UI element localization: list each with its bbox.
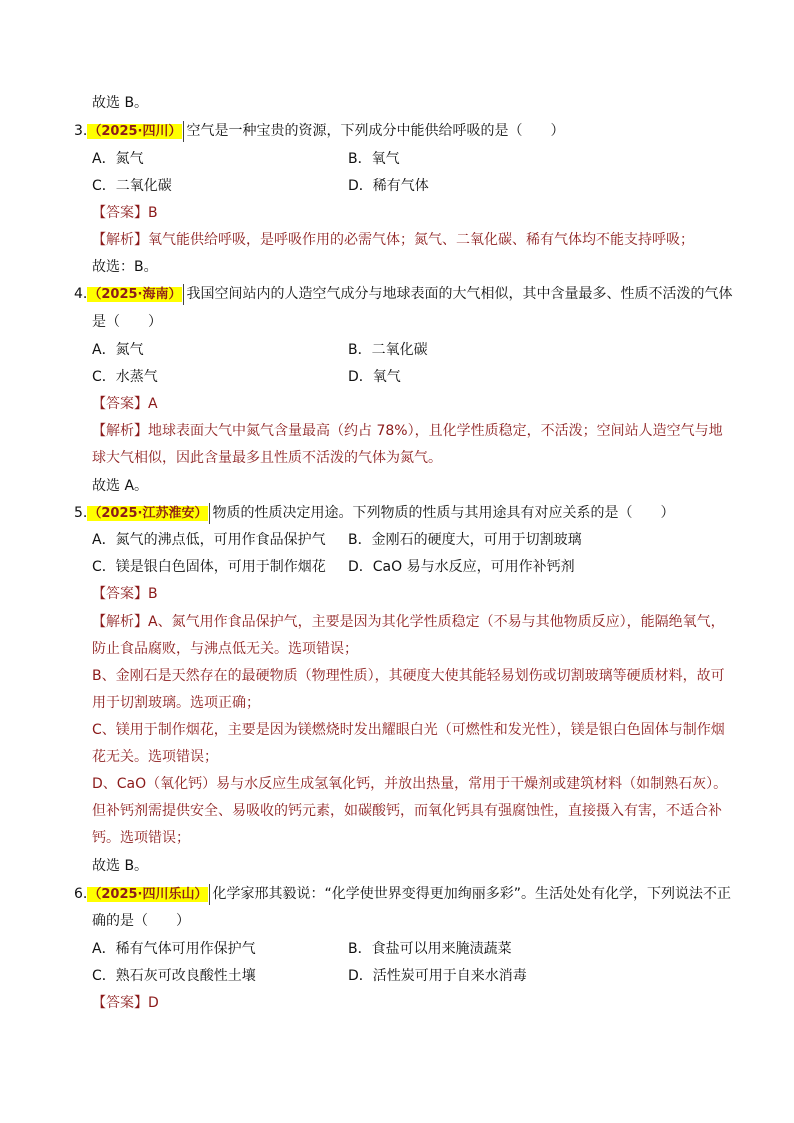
question-4-stem bbox=[74, 284, 732, 305]
question-text: 化学家邢其毅说：“化学使世界变得更加绚丽多彩”。生活处处有化学，下列说法不正 bbox=[212, 886, 731, 902]
question-text: 物质的性质决定用途。下列物质的性质与其用途具有对应关系的是（ ） bbox=[212, 505, 675, 521]
option-b: B．食盐可以用来腌渍蔬菜 bbox=[348, 941, 512, 957]
question-6-stem bbox=[74, 884, 731, 905]
q2-conclusion: 故选 B。 bbox=[92, 95, 149, 111]
analysis-line: D、CaO（氧化钙）易与水反应生成氢氧化钙，并放出热量，常用于干燥剂或建筑材料（如制熟石灰）。 bbox=[92, 776, 728, 792]
question-number: 3. bbox=[74, 123, 88, 139]
question-number: 5. bbox=[74, 505, 88, 521]
analysis-line: 花无关。选项错误； bbox=[92, 749, 218, 765]
question-3-stem bbox=[74, 121, 564, 142]
option-d: D．稀有气体 bbox=[348, 178, 429, 194]
question-number: 4. bbox=[74, 286, 88, 302]
option-b: B．氧气 bbox=[348, 151, 400, 167]
option-c: C．熟石灰可改良酸性土壤 bbox=[92, 968, 256, 984]
analysis-line: 但补钙剂需提供安全、易吸收的钙元素，如碳酸钙，而氧化钙具有强腐蚀性，直接摄入有害，不适合补 bbox=[92, 803, 722, 819]
question-text: 空气是一种宝贵的资源，下列成分中能供给呼吸的是（ ） bbox=[186, 123, 565, 139]
source-tag: （2025·四川） bbox=[88, 124, 182, 139]
option-d: D．氧气 bbox=[348, 369, 401, 385]
option-c: C．镁是银白色固体，可用于制作烟花 bbox=[92, 559, 326, 575]
analysis-line: 防止食品腐败，与沸点低无关。选项错误； bbox=[92, 641, 358, 657]
analysis-line: 钙。选项错误； bbox=[92, 830, 190, 846]
analysis-line: 球大气相似，因此含量最多且性质不活泼的气体为氮气。 bbox=[92, 450, 442, 466]
analysis-line: 【解析】A、氮气用作食品保护气，主要是因为其化学性质稳定（不易与其他物质反应），能隔绝氧气， bbox=[92, 614, 725, 630]
analysis-line: 用于切割玻璃。选项正确； bbox=[92, 695, 260, 711]
answer: 【答案】A bbox=[92, 396, 158, 412]
option-a: A．氮气 bbox=[92, 151, 144, 167]
source-tag: （2025·海南） bbox=[88, 287, 182, 302]
option-a: A．氮气的沸点低，可用作食品保护气 bbox=[92, 532, 326, 548]
question-text-cont: 确的是（ ） bbox=[92, 913, 190, 929]
option-d: D．CaO 易与水反应，可用作补钙剂 bbox=[348, 559, 575, 575]
option-a: A．氮气 bbox=[92, 342, 144, 358]
option-b: B．金刚石的硬度大，可用于切割玻璃 bbox=[348, 532, 582, 548]
question-text: 我国空间站内的人造空气成分与地球表面的大气相似，其中含量最多、性质不活泼的气体 bbox=[186, 286, 733, 302]
analysis-line: 【解析】地球表面大气中氮气含量最高（约占 78%），且化学性质稳定，不活泼；空间站人造空气与地 bbox=[92, 423, 723, 439]
question-number: 6. bbox=[74, 886, 88, 902]
conclusion: 故选 A。 bbox=[92, 478, 149, 494]
option-c: C．水蒸气 bbox=[92, 369, 158, 385]
option-d: D．活性炭可用于自来水消毒 bbox=[348, 968, 527, 984]
answer: 【答案】B bbox=[92, 586, 158, 602]
option-b: B．二氧化碳 bbox=[348, 342, 428, 358]
analysis-line: 【解析】氧气能供给呼吸，是呼吸作用的必需气体；氮气、二氧化碳、稀有气体均不能支持呼吸； bbox=[92, 232, 694, 248]
question-text-cont: 是（ ） bbox=[92, 314, 162, 330]
source-tag: （2025·四川乐山） bbox=[88, 887, 208, 902]
analysis-line: B、金刚石是天然存在的最硬物质（物理性质），其硬度大使其能轻易划伤或切割玻璃等硬质材料，故可 bbox=[92, 668, 725, 684]
answer: 【答案】B bbox=[92, 205, 158, 221]
source-tag: （2025·江苏淮安） bbox=[88, 506, 208, 521]
conclusion: 故选 B。 bbox=[92, 858, 149, 874]
option-a: A．稀有气体可用作保护气 bbox=[92, 941, 256, 957]
answer: 【答案】D bbox=[92, 995, 159, 1011]
option-c: C．二氧化碳 bbox=[92, 178, 172, 194]
analysis-line: C、镁用于制作烟花，主要是因为镁燃烧时发出耀眼白光（可燃性和发光性），镁是银白色固体与制作烟 bbox=[92, 722, 725, 738]
conclusion: 故选：B。 bbox=[92, 259, 158, 275]
question-5-stem bbox=[74, 503, 674, 524]
